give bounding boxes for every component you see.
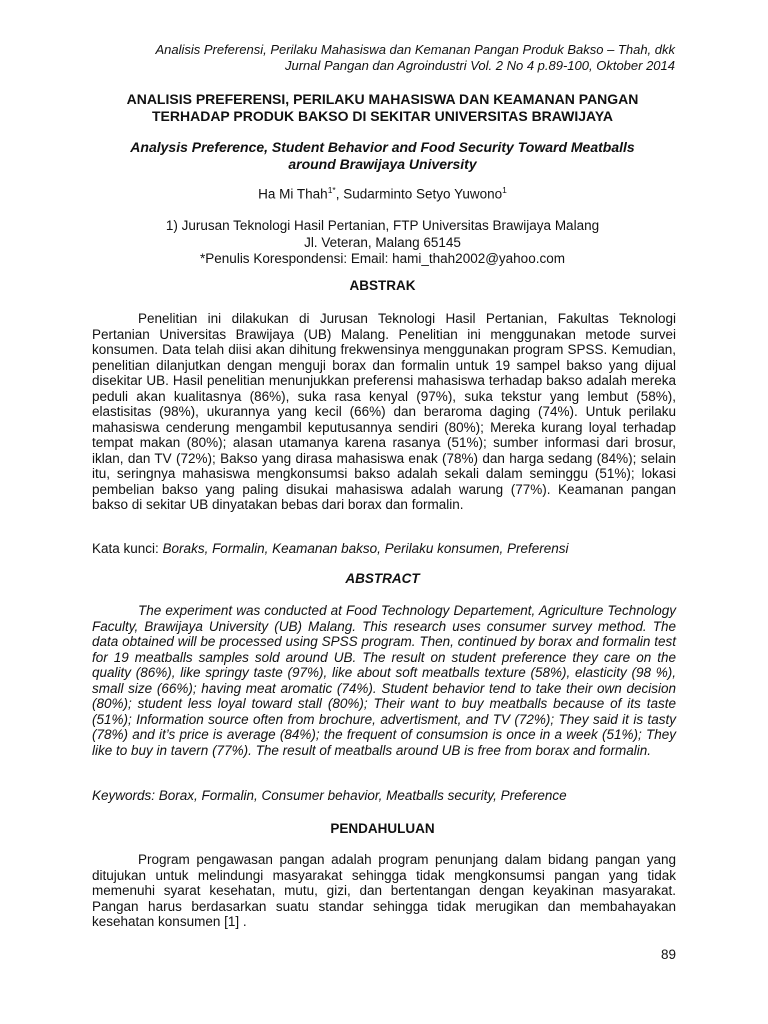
- english-title-line-2: around Brawijaya University: [288, 155, 477, 172]
- author-name: Ha Mi Thah: [258, 186, 328, 202]
- affiliation-address: Jl. Veteran, Malang 65145: [304, 234, 461, 250]
- affiliation-institution: 1) Jurusan Teknologi Hasil Pertanian, FTP Universitas Brawijaya Malang: [165, 218, 600, 233]
- header-article-line: Analisis Preferensi, Perilaku Mahasiswa dan Kemanan Pangan Produk Bakso – Thah, dkk: [155, 42, 675, 57]
- keywords-label: Kata kunci:: [92, 541, 163, 556]
- abstract-keywords: Keywords: Borax, Formalin, Consumer behavior, Meatballs security, Preference: [92, 788, 567, 803]
- pendahuluan-body: Program pengawasan pangan adalah program penunjang dalam bidang pangan yang ditujukan untuk melindungi masyarakat sehingga tidak mengkonsumsi pangan yang tidak memenuhi syarat kesehatan, mutu, gizi, dan bertentangan dengan keyakinan masyarakat. Pangan harus berdasarkan suatu standar sehingga tidak merugikan dan membahayakan kesehatan konsumen [1] .: [92, 852, 676, 929]
- paper-title: [90, 91, 675, 124]
- pendahuluan-heading: PENDAHULUAN: [330, 821, 435, 836]
- keywords-list: Boraks, Formalin, Keamanan bakso, Perilaku konsumen, Preferensi: [162, 541, 569, 556]
- title-line-2: TERHADAP PRODUK BAKSO DI SEKITAR UNIVERSITAS BRAWIJAYA: [151, 107, 614, 124]
- author-name: Sudarminto Setyo Yuwono: [343, 186, 503, 202]
- abstrak-heading: ABSTRAK: [349, 278, 416, 293]
- abstract-heading: ABSTRACT: [345, 571, 420, 586]
- affiliation-block: [90, 218, 675, 268]
- header-journal-line: Jurnal Pangan dan Agroindustri Vol. 2 No 4 p.89-100, Oktober 2014: [284, 57, 675, 73]
- english-title: [90, 139, 675, 172]
- abstrak-keywords: [92, 541, 676, 556]
- author-list: [90, 185, 675, 202]
- page-number: 89: [660, 947, 676, 962]
- abstract-body: The experiment was conducted at Food Technology Departement, Agriculture Technology Faculty, Brawijaya University (UB) Malang. This research uses consumer survey method. The data obtained will be processed using SPSS program. Then, continued by borax and formalin test for 19 meatballs samples sold around UB. The result on student preference they care on the quality (86%), like springy taste (97%), like about soft meatballs texture (58%), elasticity (98 %), small size (66%); having meat aromatic (74%). Student behavior tend to take their own decision (80%); student less loyal toward stall (80%); Their want to buy meatballs because of its taste (51%); Information source often from brochure, advertisment, and TV (72%); They said it is tasty (78%) and it’s price is average (84%); the frequent of consumsion is once in a week (51%); They like to buy in tavern (77%). The result of meatballs around UB is free from borax and formalin.: [92, 603, 676, 758]
- author-affiliation-mark: 1*: [327, 185, 336, 195]
- author-separator: ,: [335, 186, 344, 202]
- abstrak-body: Penelitian ini dilakukan di Jurusan Teknologi Hasil Pertanian, Fakultas Teknologi Pertanian Universitas Brawijaya (UB) Malang. Penelitian ini menggunakan metode survei konsumen. Data telah diisi akan dihitung frekwensinya menggunakan program SPSS. Kemudian, penelitian dilanjutkan dengan menguji borax dan formalin untuk 19 sampel bakso yang dijual disekitar UB. Hasil penelitian menunjukkan preferensi mahasiswa terhadap bakso adalah mereka peduli akan kualitasnya (86%), suka rasa kenyal (97%), suka tekstur yang lembut (58%), elastisitas (98%), ukurannya yang kecil (66%) dan beraroma daging (74%). Untuk perilaku mahasiswa cenderung mengambil keputusannya sendiri (80%); Mereka kurang loyal terhadap tempat makan (80%); alasan utamanya karena rasanya (51%); sumber informasi dari brosur, iklan, dan TV (72%); Bakso yang dirasa mahasiswa enak (78%) dan harga sedang (84%); selain itu, seringnya mahasiswa mengkonsumsi bakso adalah sekali dalam seminggu (51%); lokasi pembelian bakso yang paling disukai mahasiswa adalah warung (77%). Keamanan pangan bakso di sekitar UB dinyatakan bebas dari borax dan formalin.: [92, 311, 676, 512]
- author-affiliation-mark: 1: [502, 185, 507, 195]
- corresponding-email: *Penulis Korespondensi: Email: hami_thah2002@yahoo.com: [200, 251, 565, 266]
- running-header: [90, 42, 675, 73]
- title-line-1: ANALISIS PREFERENSI, PERILAKU MAHASISWA DAN KEAMANAN PANGAN: [126, 91, 639, 107]
- english-title-line-1: Analysis Preference, Student Behavior and Food Security Toward Meatballs: [130, 139, 635, 155]
